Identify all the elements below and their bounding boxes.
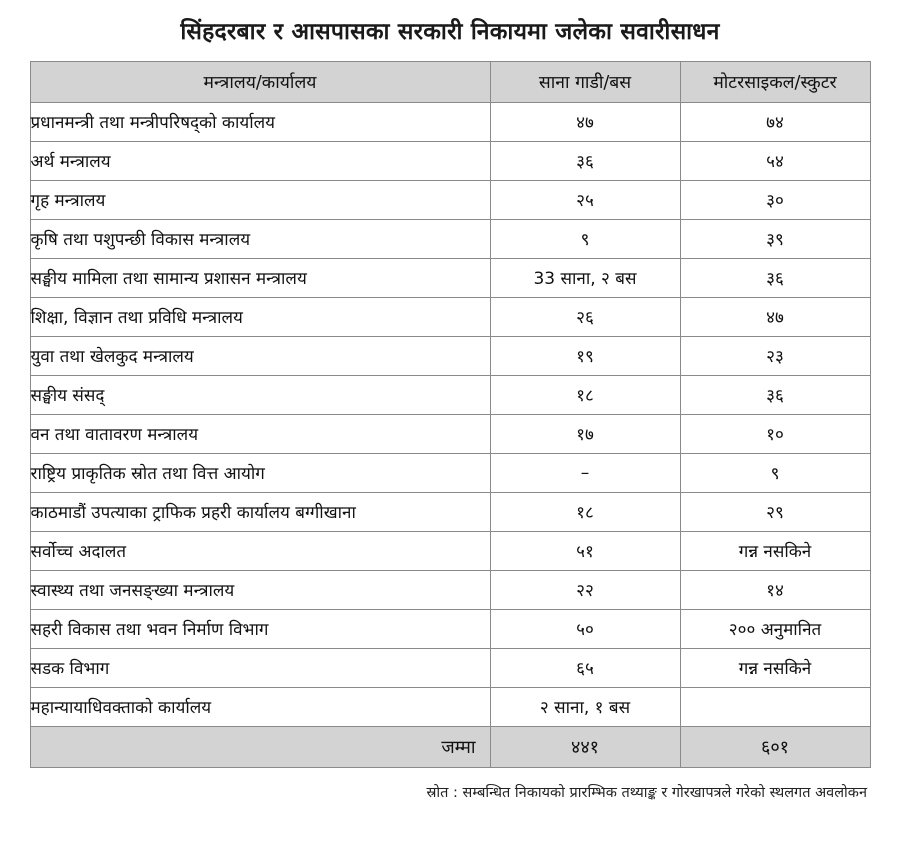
burnt-vehicles-table [30,61,871,768]
cell-small-vehicles: ४७ [490,102,680,141]
cell-office-name: सर्वोच्च अदालत [30,531,490,570]
cell-small-vehicles: १८ [490,375,680,414]
cell-small-vehicles: २२ [490,570,680,609]
cell-small-vehicles: १९ [490,336,680,375]
cell-office-name: सङ्घीय संसद् [30,375,490,414]
cell-motorcycles: ५४ [680,141,870,180]
table-row [30,258,870,297]
column-header-motorcycles: मोटरसाइकल/स्कुटर [680,61,870,102]
table-row [30,297,870,336]
cell-small-vehicles: २६ [490,297,680,336]
cell-motorcycles: ३९ [680,219,870,258]
cell-office-name: स्वास्थ्य तथा जनसङ्ख्या मन्त्रालय [30,570,490,609]
table-row [30,375,870,414]
cell-small-vehicles: 33 साना, २ बस [490,258,680,297]
table-row [30,102,870,141]
cell-small-vehicles: ३६ [490,141,680,180]
table-row [30,180,870,219]
column-header-small-vehicles: साना गाडी/बस [490,61,680,102]
cell-small-vehicles: ५० [490,609,680,648]
cell-office-name: सहरी विकास तथा भवन निर्माण विभाग [30,609,490,648]
cell-office-name: अर्थ मन्त्रालय [30,141,490,180]
table-row [30,687,870,726]
table-row [30,570,870,609]
column-header-office: मन्त्रालय/कार्यालय [30,61,490,102]
cell-motorcycles: ९ [680,453,870,492]
cell-small-vehicles: २५ [490,180,680,219]
table-row [30,492,870,531]
cell-office-name: सडक विभाग [30,648,490,687]
cell-office-name: महान्यायाधिवक्ताको कार्यालय [30,687,490,726]
cell-office-name: गृह मन्त्रालय [30,180,490,219]
total-small-vehicles: ४४१ [490,726,680,767]
cell-motorcycles: ३० [680,180,870,219]
page-title: सिंहदरबार र आसपासका सरकारी निकायमा जलेका सवारीसाधन [180,19,720,45]
table-row [30,219,870,258]
cell-motorcycles: ४७ [680,297,870,336]
cell-office-name: प्रधानमन्त्री तथा मन्त्रीपरिषद्‌को कार्यालय [30,102,490,141]
total-label: जम्मा [30,726,490,767]
cell-office-name: सङ्घीय मामिला तथा सामान्य प्रशासन मन्त्रालय [30,258,490,297]
cell-motorcycles: १४ [680,570,870,609]
cell-office-name: कृषि तथा पशुपन्छी विकास मन्त्रालय [30,219,490,258]
source-note: स्रोत : सम्बन्धित निकायको प्रारम्भिक तथ्याङ्क र गोरखापत्रले गरेको स्थलगत अवलोकन [426,784,867,801]
cell-motorcycles: २३ [680,336,870,375]
cell-motorcycles: २०० अनुमानित [680,609,870,648]
cell-office-name: युवा तथा खेलकुद मन्त्रालय [30,336,490,375]
cell-motorcycles: २९ [680,492,870,531]
cell-office-name: काठमाडौं उपत्याका ट्राफिक प्रहरी कार्यालय बग्गीखाना [30,492,490,531]
cell-motorcycles: ७४ [680,102,870,141]
cell-motorcycles: गन्न नसकिने [680,531,870,570]
cell-small-vehicles: – [490,453,680,492]
cell-small-vehicles: १७ [490,414,680,453]
table-total-row [30,726,870,767]
cell-motorcycles: १० [680,414,870,453]
cell-small-vehicles: ९ [490,219,680,258]
cell-motorcycles: ३६ [680,375,870,414]
cell-office-name: शिक्षा, विज्ञान तथा प्रविधि मन्त्रालय [30,297,490,336]
table-row [30,336,870,375]
cell-motorcycles [680,687,870,726]
table-row [30,453,870,492]
table-header [30,61,870,102]
cell-small-vehicles: ६५ [490,648,680,687]
table-header-row [30,61,870,102]
cell-small-vehicles: २ साना, १ बस [490,687,680,726]
table-body [30,102,870,726]
cell-small-vehicles: १८ [490,492,680,531]
table-row [30,414,870,453]
table-footer [30,726,870,767]
cell-office-name: राष्ट्रिय प्राकृतिक स्रोत तथा वित्त आयोग [30,453,490,492]
table-row [30,609,870,648]
cell-motorcycles: ३६ [680,258,870,297]
table-row [30,141,870,180]
table-row [30,531,870,570]
total-motorcycles: ६०१ [680,726,870,767]
cell-small-vehicles: ५१ [490,531,680,570]
table-row [30,648,870,687]
cell-office-name: वन तथा वातावरण मन्त्रालय [30,414,490,453]
cell-motorcycles: गन्न नसकिने [680,648,870,687]
